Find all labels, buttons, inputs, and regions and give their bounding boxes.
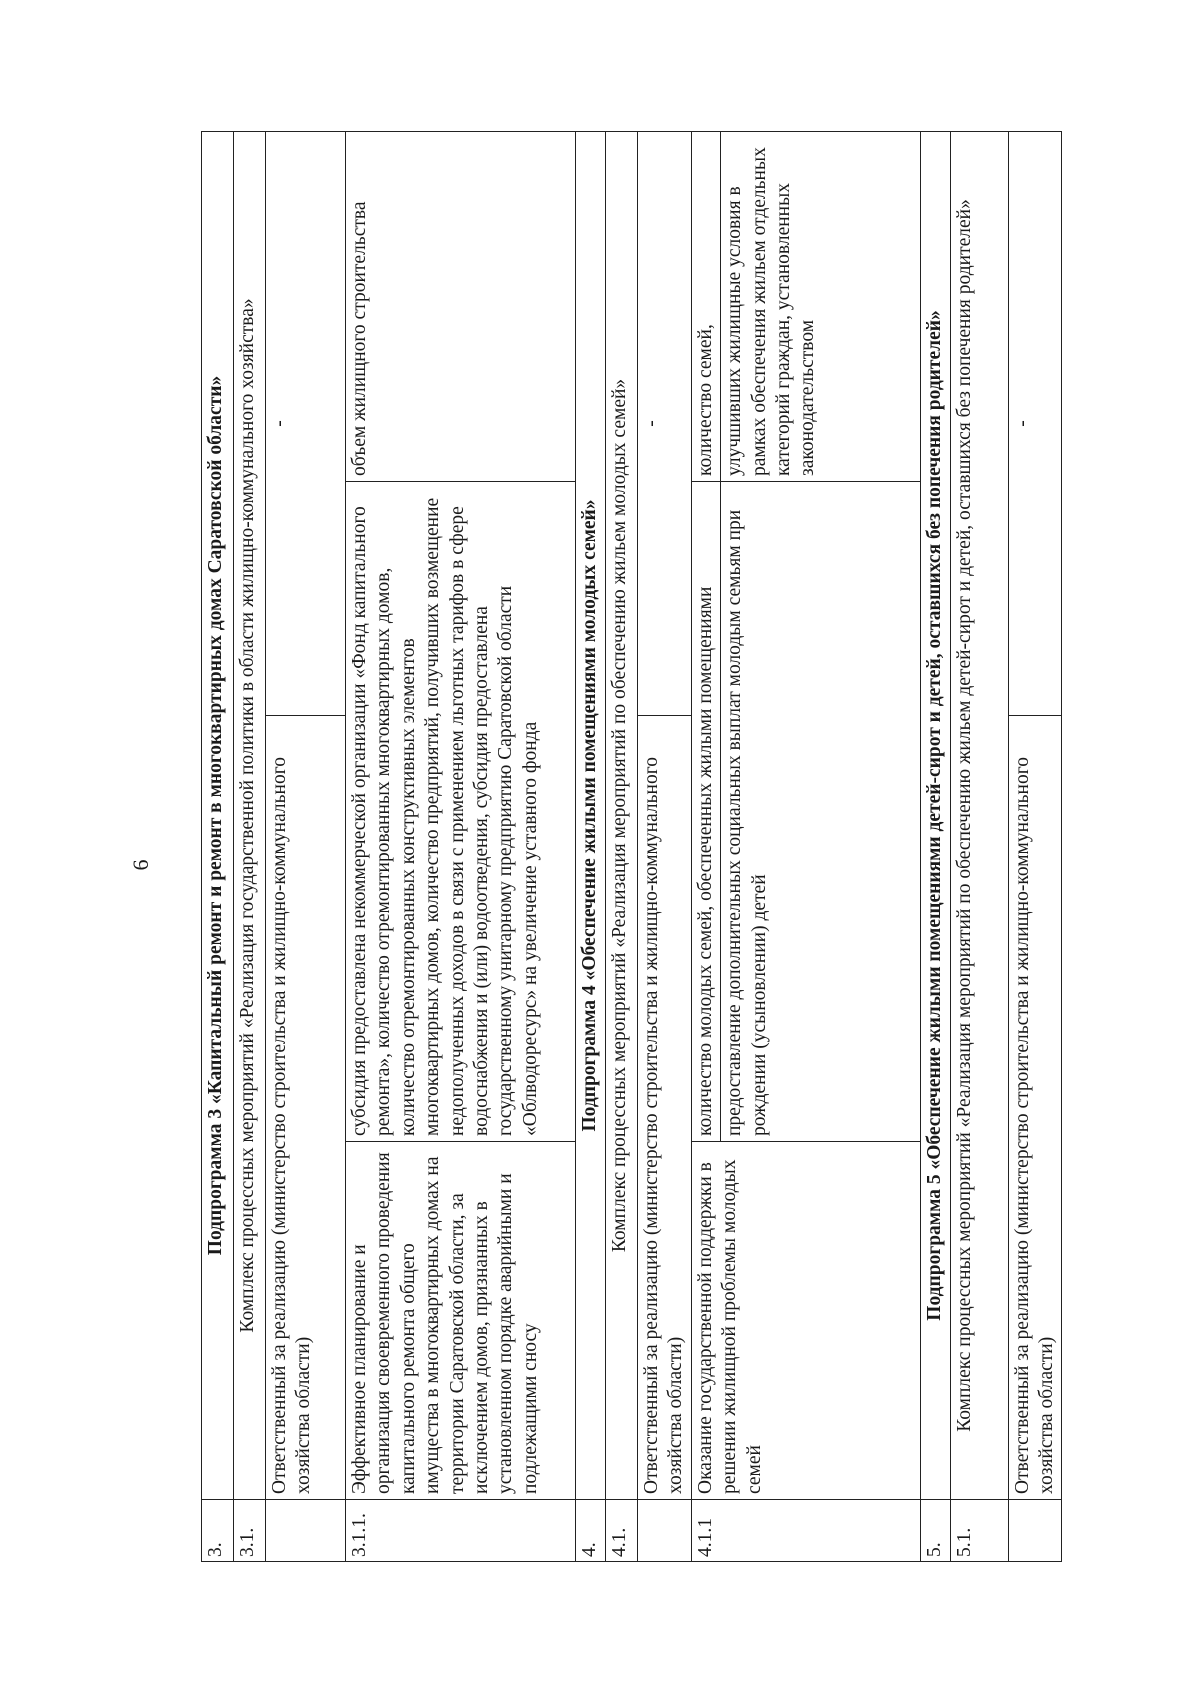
program-table [201,131,1062,1562]
task-result: предоставление дополнительных социальных выплат молодым семьям при рождении (усыновлении) детей [721,482,921,1142]
table-row [921,131,950,1561]
task-indicator: количество семей, [691,131,720,481]
complex-title: Комплекс процессных мероприятий «Реализация государственной политики в области жилищно-коммунального хозяйства» [234,131,266,1499]
task-indicator: улучшивших жилищные условия в рамках обеспечения жильем отдельных категорий граждан, установленных законодательством [721,131,921,481]
table-row [202,131,234,1561]
rotated-table-container [201,132,1057,1562]
complex-title: Комплекс процессных мероприятий «Реализация мероприятий по обеспечению жильем детей-сирот и детей, оставшихся без попечения родителей» [950,131,1008,1499]
empty-cell [638,1500,692,1562]
section-title: Подпрограмма 4 «Обеспечение жилыми помещениями молодых семей» [576,131,606,1499]
responsible-dash: - [638,131,692,715]
responsible-text: Ответственный за реализацию (министерство строительства и жилищно-коммунального хозяйства области) [266,716,346,1500]
empty-cell [1008,1500,1062,1562]
table-row [234,131,266,1561]
responsible-text: Ответственный за реализацию (министерство строительства и жилищно-коммунального хозяйства области) [638,716,692,1500]
empty-cell [266,1500,346,1562]
table-row [576,131,606,1561]
task-number: 4.1.1 [691,1500,920,1562]
section-number: 5. [921,1500,950,1562]
section-title: Подпрограмма 3 «Капитальный ремонт и ремонт в многоквартирных домах Саратовской области» [202,131,234,1499]
table-row [1008,131,1062,1561]
complex-number: 3.1. [234,1500,266,1562]
task-result: субсидия предоставлена некоммерческой организации «Фонд капитального ремонта», количество отремонтированных многоквартирных домов, количество отремонтированных конструктивных элементов многоквартирных домов, количество предприятий, получивших возмещение недополученных доходов в связи с применением льготных тарифов в сфере водоснабжения и (или) водоотведения, субсидия предоставлена государственному унитарному предприятию Саратовской области «Облводоресурс» на увеличение уставного фонда [346,482,576,1142]
responsible-dash: - [1008,131,1062,715]
section-title: Подпрограмма 5 «Обеспечение жилыми помещениями детей-сирот и детей, оставшихся без попечения родителей» [921,131,950,1499]
table-row [606,131,638,1561]
task-number: 3.1.1. [346,1500,576,1562]
complex-number: 4.1. [606,1500,638,1562]
complex-number: 5.1. [950,1500,1008,1562]
task-indicator: объем жилищного строительства [346,131,576,481]
task-text: Эффективное планирование и организация своевременного проведения капитального ремонта общего имущества в многоквартирных домах на территории Саратовской области, за исключением домов, признанных в установленном порядке аварийными и подлежащими сносу [346,1142,576,1500]
responsible-dash: - [266,131,346,715]
table-row [266,131,346,1561]
complex-title: Комплекс процессных мероприятий «Реализация мероприятий по обеспечению жильем молодых семей» [606,131,638,1499]
section-number: 4. [576,1500,606,1562]
table-row [638,131,692,1561]
task-text: Оказание государственной поддержки в решении жилищной проблемы молодых семей [691,1142,920,1500]
task-result: количество молодых семей, обеспеченных жилыми помещениями [691,482,720,1142]
table-row [691,131,720,1561]
table-row [346,131,576,1561]
responsible-text: Ответственный за реализацию (министерство строительства и жилищно-коммунального хозяйства области) [1008,716,1062,1500]
section-number: 3. [202,1500,234,1562]
page-number: 6 [128,859,153,871]
table-row [950,131,1008,1561]
